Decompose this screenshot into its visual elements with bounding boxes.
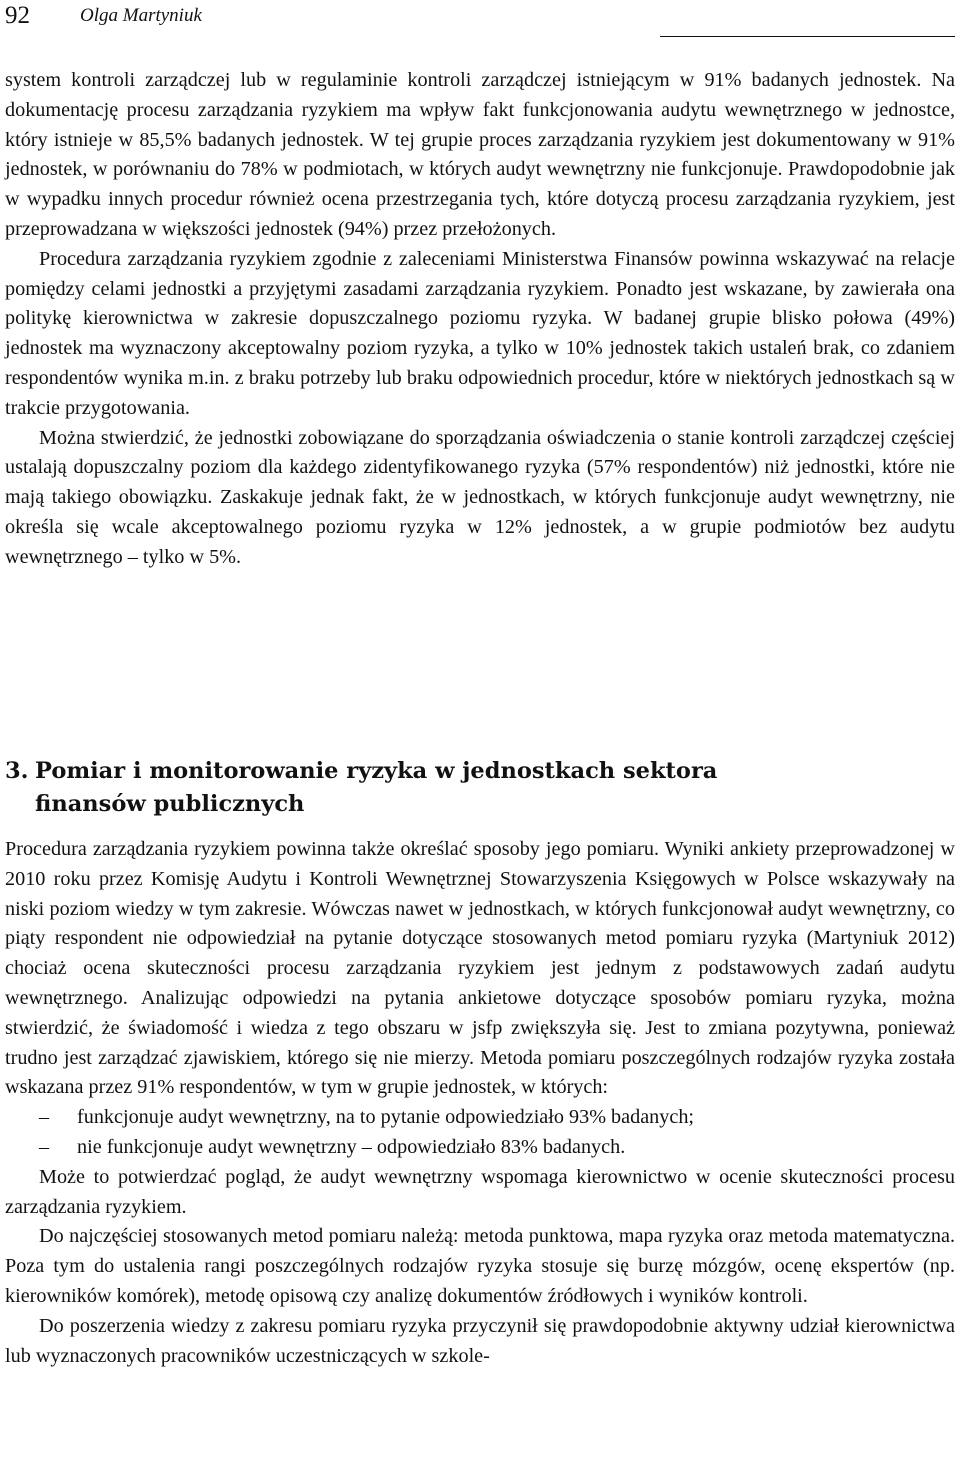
- paragraph-risk-procedure: Procedura zarządzania ryzykiem zgodnie z zaleceniami Ministerstwa Finansów powinna wskazywać na relacje pomiędzy celami jednostki a przyjętymi zasadami zarządzania ryzykiem. Ponadto jest wskazane, by zawierała ona politykę kierownictwa w zakresie dopuszczalnego poziomu ryzyka. W badanej grupie blisko połowa (49%) jednostek ma wyznaczony akceptowalny poziom ryzyka, a tylko w 10% jednostek takich ustaleń brak, co zdaniem respondentów wynika m.in. z braku potrzeby lub braku odpowiednich procedur, które w niektórych jednostkach są w trakcie przygotowania.: [5, 247, 955, 419]
- list-dash: –: [39, 1135, 50, 1158]
- dash-list: [5, 1103, 955, 1163]
- list-item-text: funkcjonuje audyt wewnętrzny, na to pytanie odpowiedziało 93% badanych;: [77, 1106, 695, 1129]
- list-item: [5, 1133, 955, 1163]
- section-number: 3.: [5, 758, 29, 784]
- section-heading: [5, 755, 955, 821]
- section-heading-line-2: [5, 788, 955, 821]
- paragraph-audit-support: Może to potwierdzać pogląd, że audyt wewnętrzny wspomaga kierownictwo w ocenie skuteczności procesu zarządzania ryzykiem.: [5, 1165, 955, 1218]
- body-text-top: [5, 66, 955, 573]
- paragraph-acceptable-risk-level: Można stwierdzić, że jednostki zobowiązane do sporządzania oświadczenia o stanie kontroli zarządczej częściej ustalają dopuszczalny poziom dla każdego zidentyfikowanego ryzyka (57% respondentów) niż jednostki, które nie mają takiego obowiązku. Zaskakuje jednak fakt, że w jednostkach, w których funkcjonuje audyt wewnętrzny, nie określa się wcale akceptowalnego poziomu ryzyka w 12% jednostek, a w grupie podmiotów bez audytu wewnętrznego – tylko w 5%.: [5, 426, 955, 568]
- paragraph-knowledge-growth: Do poszerzenia wiedzy z zakresu pomiaru ryzyka przyczynił się prawdopodobnie aktywny udział kierownictwa lub wyznaczonych pracowników uczestniczących w szkole-: [5, 1314, 955, 1367]
- header-rule: [660, 36, 955, 37]
- section-title-line-2: finansów publicznych: [35, 791, 305, 817]
- running-header-author: Olga Martyniuk: [80, 5, 202, 26]
- paragraph-measurement-methods: Do najczęściej stosowanych metod pomiaru należą: metoda punktowa, mapa ryzyka oraz metoda matematyczna. Poza tym do ustalenia rangi poszczególnych rodzajów ryzyka stosuje się burzę mózgów, ocenę ekspertów (np. kierowników komórek), metodę opisową czy analizę dokumentów źródłowych i wyników kontroli.: [5, 1225, 955, 1307]
- list-item-text: nie funkcjonuje audyt wewnętrzny – odpowiedziało 83% badanych.: [77, 1135, 626, 1158]
- book-page: [5, 0, 955, 1462]
- list-dash: –: [39, 1106, 50, 1129]
- running-header: [5, 0, 955, 44]
- list-item: [5, 1103, 955, 1133]
- paragraph-continued: system kontroli zarządczej lub w regulaminie kontroli zarządczej istniejącym w 91% badanych jednostek. Na dokumentację procesu zarządzania ryzykiem ma wpływ fakt funkcjonowania audytu wewnętrznego w jednostce, który istnieje w 85,5% badanych jednostek. W tej grupie proces zarządzania ryzykiem jest dokumentowany w 91% jednostek, w porównaniu do 78% w podmiotach, w których audyt wewnętrzny nie funkcjonuje. Prawdopodobnie jak w wypadku innych procedur również ocena przestrzegania tych, które dotyczą procesu zarządzania ryzykiem, jest przeprowadzana w większości jednostek (94%) przez przełożonych.: [5, 69, 955, 240]
- paragraph-section-intro: Procedura zarządzania ryzykiem powinna także określać sposoby jego pomiaru. Wyniki ankiety przeprowadzonej w 2010 roku przez Komisję Audytu i Kontroli Wewnętrznej Stowarzyszenia Księgowych w Polsce wskazywały na niski poziom wiedzy w tym zakresie. Wówczas nawet w jednostkach, w których funkcjonował audyt wewnętrzny, co piąty respondent nie odpowiedział na pytanie dotyczące stosowanych metod pomiaru ryzyka (Martyniuk 2012) chociaż ocena skuteczności procesu zarządzania ryzykiem jest jednym z podstawowych zadań audytu wewnętrznego. Analizując odpowiedzi na pytania ankietowe dotyczące sposobów pomiaru ryzyka, można stwierdzić, że świadomość i wiedza z tego obszaru w jsfp zwiększyła się. Jest to zmiana pozytywna, ponieważ trudno jest zarządzać zjawiskiem, którego się nie mierzy. Metoda pomiaru poszczególnych rodzajów ryzyka została wskazana przez 91% respondentów, w tym w grupie jednostek, w których:: [5, 838, 955, 1099]
- section-title-line-1: Pomiar i monitorowanie ryzyka w jednostkach sektora: [35, 758, 718, 784]
- page-number: 92: [5, 2, 30, 29]
- body-text-section: [5, 835, 955, 1371]
- section-heading-line-1: [5, 755, 955, 788]
